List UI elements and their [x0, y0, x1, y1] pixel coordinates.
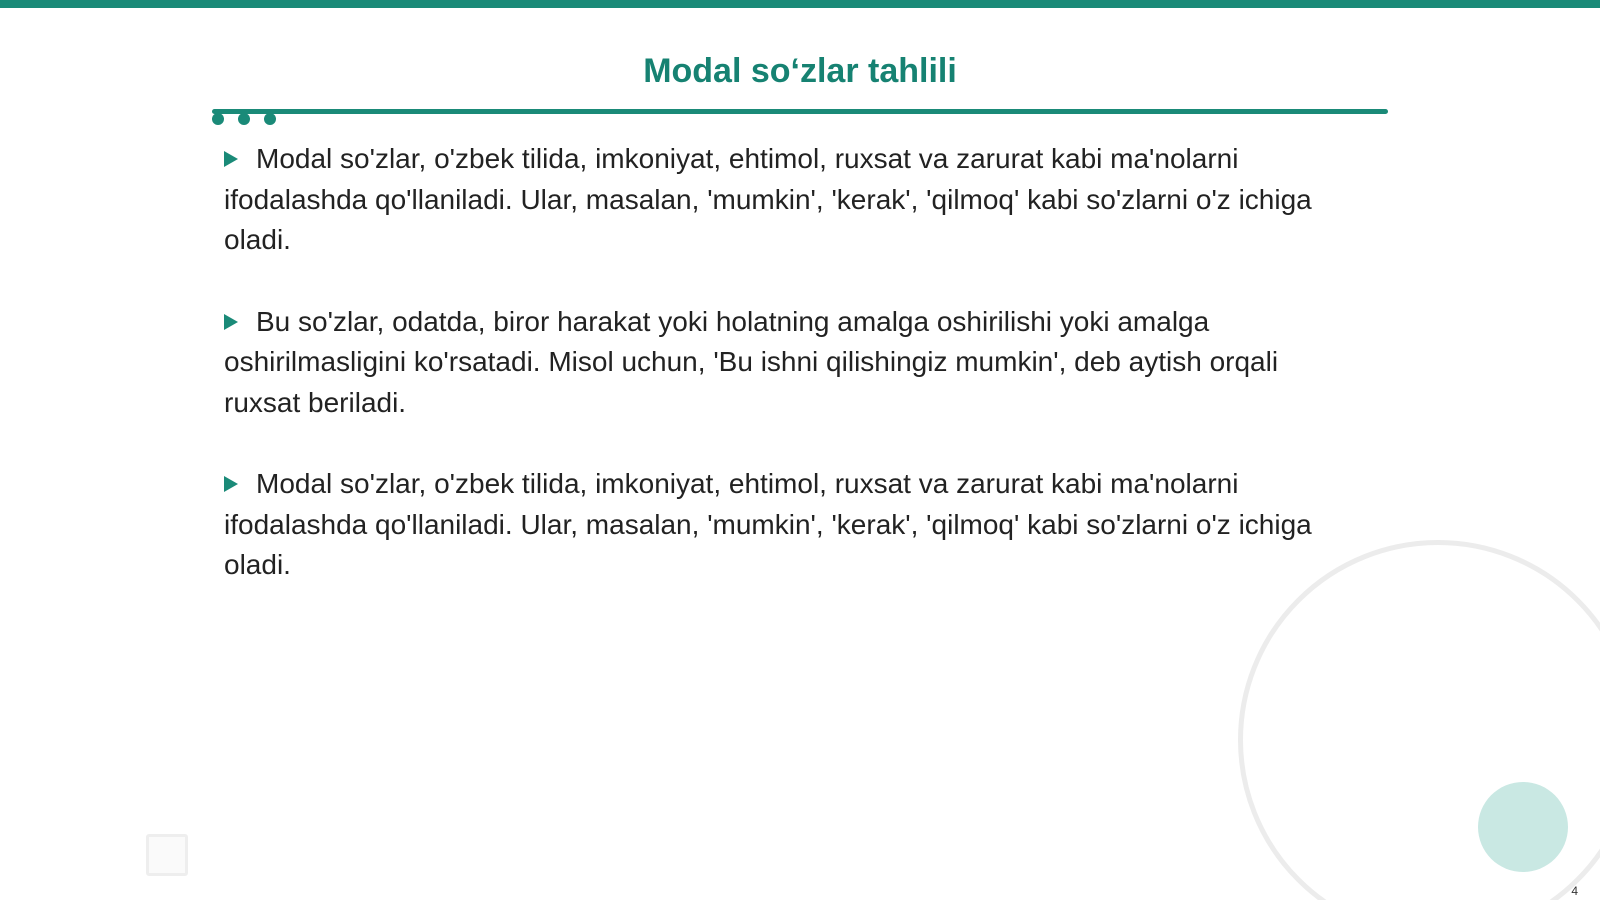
decorative-square	[146, 834, 188, 876]
triangle-right-icon	[224, 151, 238, 167]
top-accent-bar	[0, 0, 1600, 8]
bullet-text: Modal so'zlar, o'zbek tilida, imkoniyat, ehtimol, ruxsat va zarurat kabi ma'nolarni ifodalashda qo'llaniladi. Ular, masalan, 'mumkin', 'kerak', 'qilmoq' kabi so'zlarni o'z ichiga oladi.	[224, 468, 1312, 580]
bullet-text: Bu so'zlar, odatda, biror harakat yoki holatning amalga oshirilishi yoki amalga oshirilmasligini ko'rsatadi. Misol uchun, 'Bu ishni qilishingiz mumkin', deb aytish orqali ruxsat beriladi.	[224, 305, 1279, 418]
triangle-right-icon	[224, 476, 238, 492]
page-number: 4	[1571, 884, 1578, 898]
title-underline	[212, 109, 1388, 114]
slide-title: Modal so‘zlar tahlili	[643, 52, 957, 90]
bullet-item	[224, 464, 1354, 586]
bullet-item	[224, 302, 1354, 424]
decorative-dot	[264, 113, 276, 125]
bullet-list	[224, 139, 1354, 627]
decorative-dot	[212, 113, 224, 125]
decorative-circle	[1478, 782, 1568, 872]
decorative-dot	[238, 113, 250, 125]
bullet-item	[224, 139, 1354, 261]
bullet-text: Modal so'zlar, o'zbek tilida, imkoniyat, ehtimol, ruxsat va zarurat kabi ma'nolarni ifodalashda qo'llaniladi. Ular, masalan, 'mumkin', 'kerak', 'qilmoq' kabi so'zlarni o'z ichiga oladi.	[224, 143, 1312, 255]
triangle-right-icon	[224, 314, 238, 330]
